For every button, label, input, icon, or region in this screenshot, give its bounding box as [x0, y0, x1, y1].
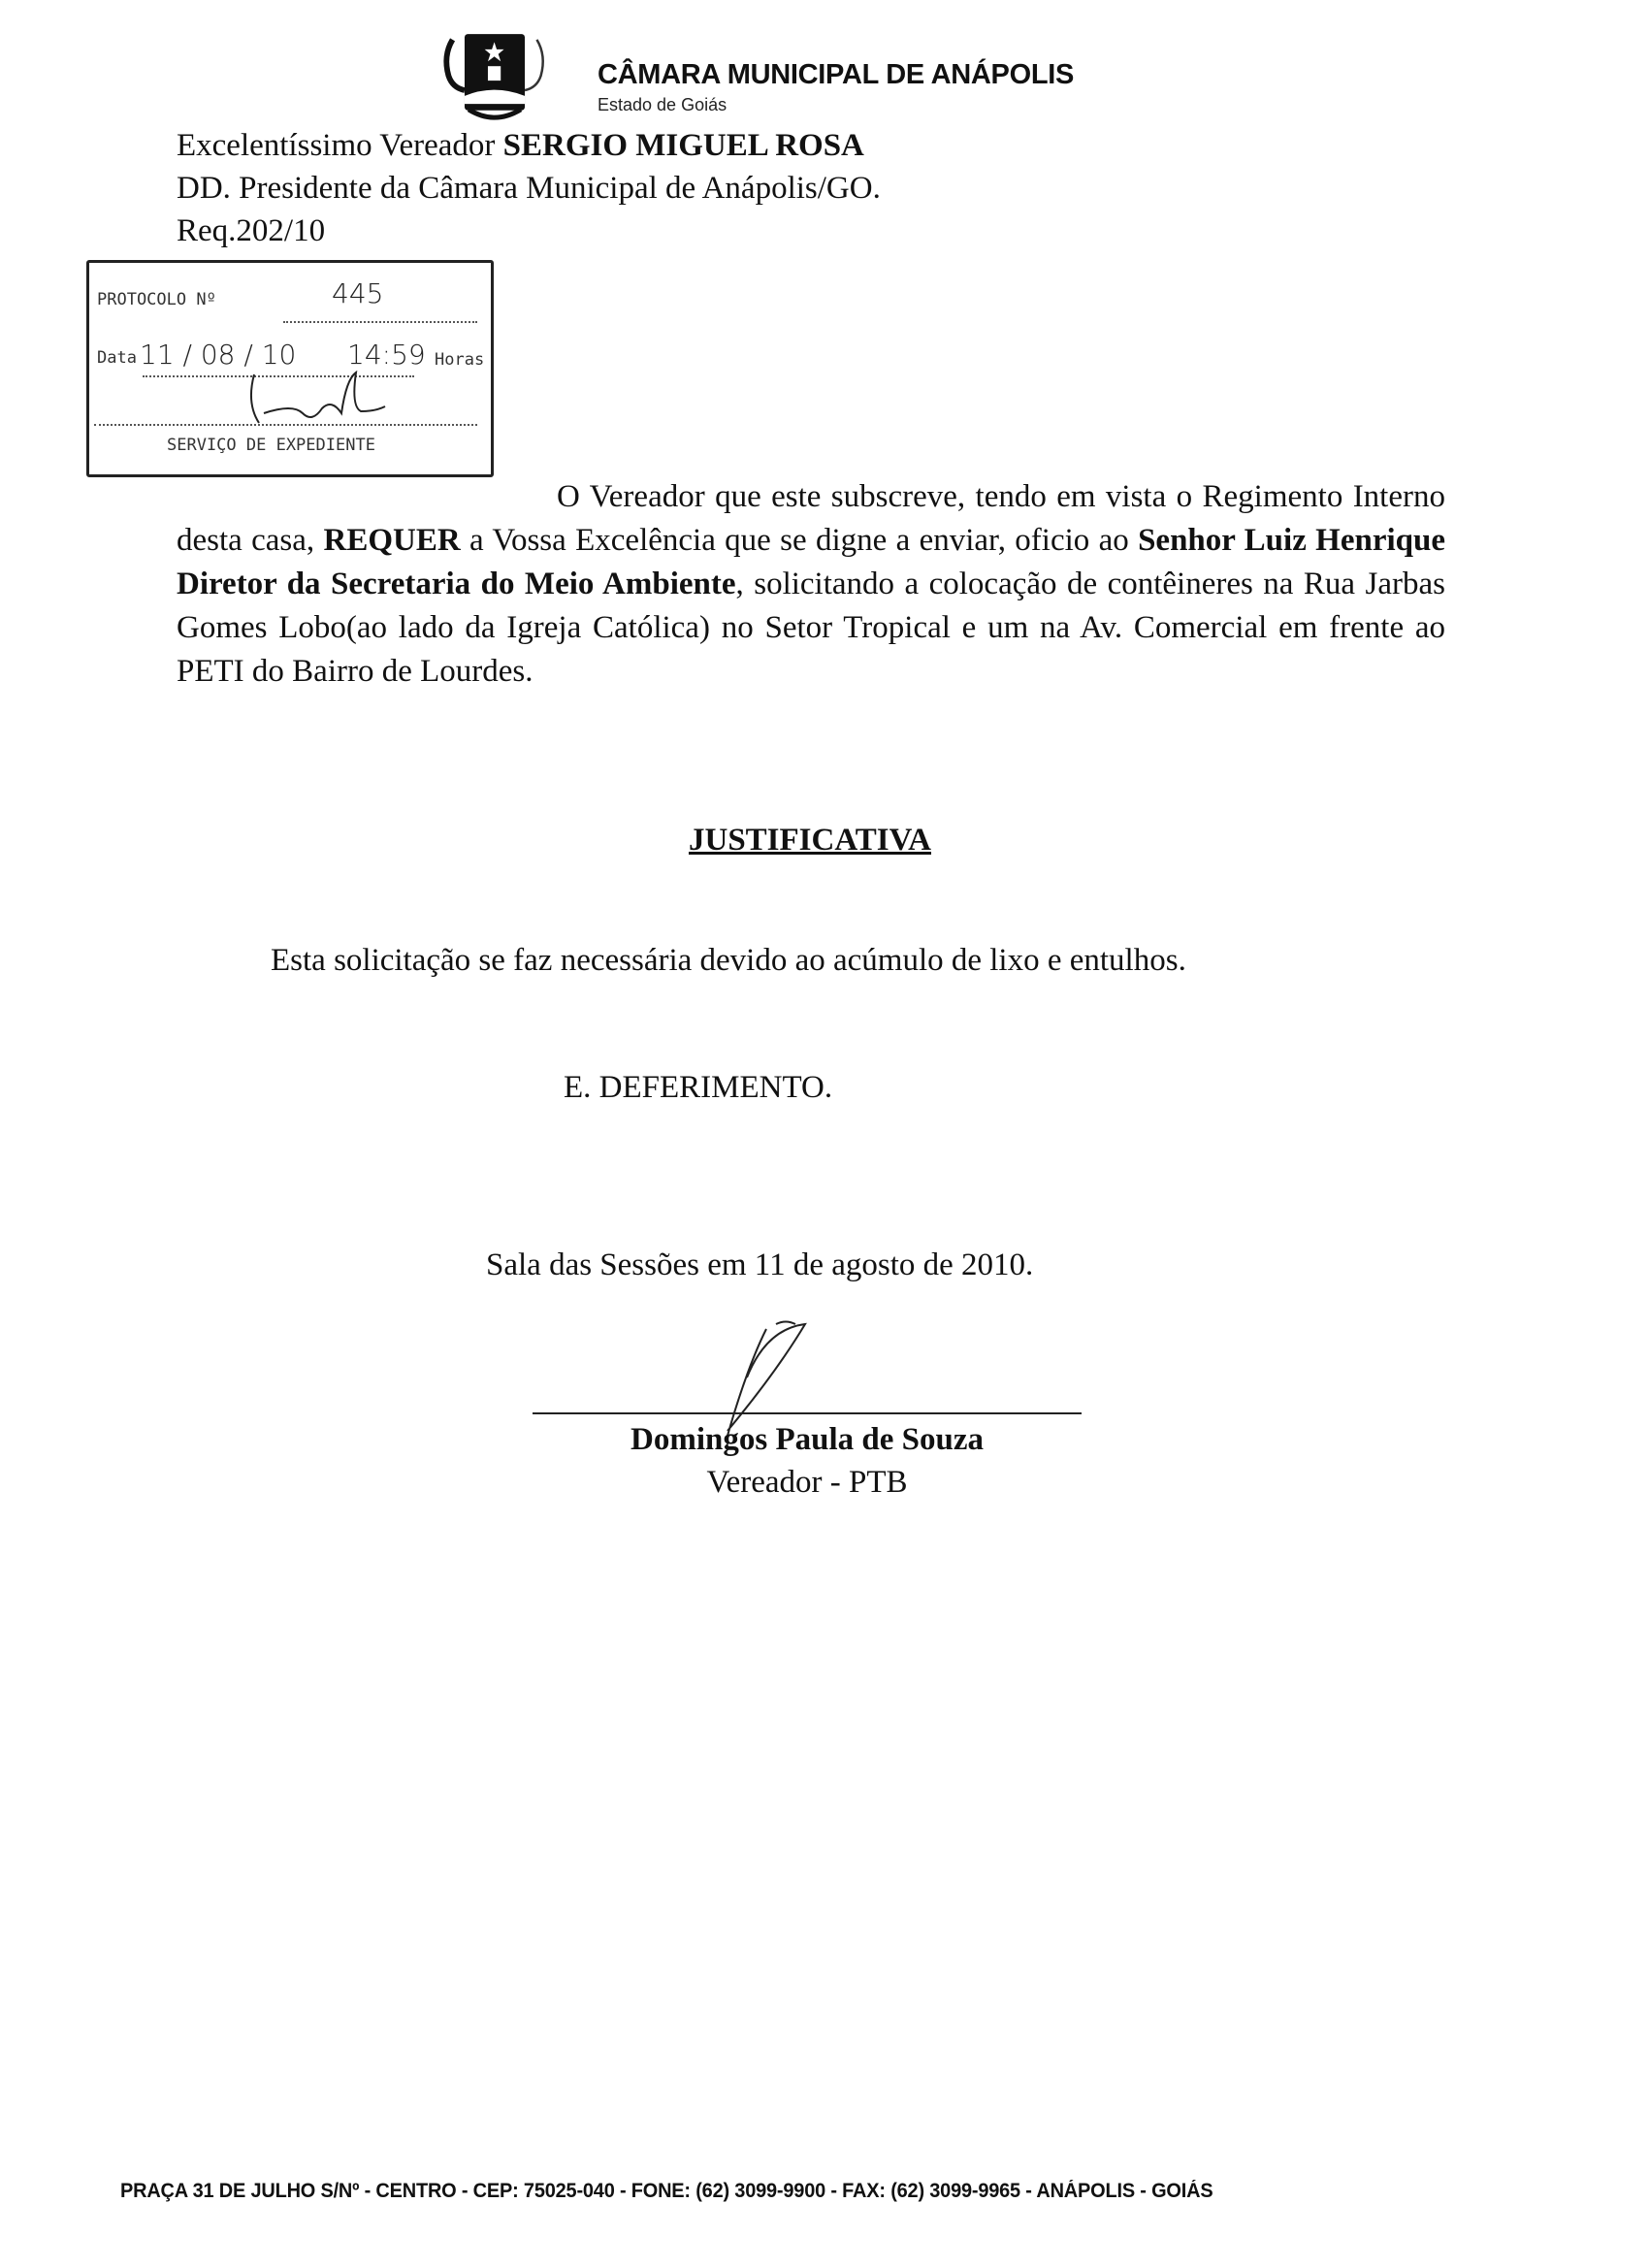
date-value: 11 / 08 / 10 — [140, 339, 297, 371]
signature-line — [533, 1412, 1082, 1414]
justification-text: Esta solicitação se faz necessária devido ao acúmulo de lixo e entulhos. — [271, 943, 1186, 978]
place-date: Sala das Sessões em 11 de agosto de 2010. — [486, 1247, 1034, 1282]
deferment: E. DEFERIMENTO. — [564, 1070, 833, 1105]
addressee-line — [177, 124, 864, 168]
state-label: Estado de Goiás — [598, 95, 728, 114]
stamp-signature — [235, 370, 400, 428]
protocol-number: 445 — [332, 277, 384, 309]
institution-title: CÂMARA MUNICIPAL DE ANÁPOLIS — [598, 59, 1075, 90]
signer-name: Domingos Paula de Souza — [630, 1422, 984, 1457]
addressee-name: SERGIO MIGUEL ROSA — [502, 128, 864, 163]
justification-heading: JUSTIFICATIVA — [688, 823, 931, 858]
time-value: 14:59 — [347, 339, 426, 371]
request-verb: REQUER — [323, 523, 461, 558]
request-reference: Req.202/10 — [177, 213, 326, 248]
hours-label: Horas — [435, 350, 485, 370]
signer-role: Vereador - PTB — [706, 1465, 908, 1500]
department-label: SERVIÇO DE EXPEDIENTE — [167, 436, 375, 455]
protocol-stamp — [86, 260, 494, 477]
recipient: Senhor Luiz Henrique Diretor da Secretaria do Meio Ambiente — [177, 523, 1446, 601]
salutation: Excelentíssimo Vereador — [177, 128, 496, 163]
request-paragraph: O Vereador que este subscreve, tendo em vista o Regimento Interno desta casa, REQUER a Vossa Excelência que se digne a enviar, oficio ao Senhor Luiz Henrique Diretor da Secretaria do Meio Ambiente, solicitando a colocação de contêineres na Rua Jarbas Gomes Lobo(ao lado da Igreja Católica) no Setor Tropical e um na Av. Comercial em frente ao PETI do Bairro de Lourdes. — [177, 479, 1446, 689]
footer-address: PRAÇA 31 DE JULHO S/Nº - CENTRO - CEP: 75025-040 - FONE: (62) 3099-9900 - FAX: (62) 3099-9965 - ANÁPOLIS - GOIÁS — [120, 2180, 1213, 2202]
addressee-title: DD. Presidente da Câmara Municipal de Anápolis/GO. — [177, 171, 881, 206]
protocol-label: PROTOCOLO Nº — [97, 290, 216, 309]
date-label: Data — [97, 348, 137, 368]
coat-of-arms-icon — [436, 19, 553, 124]
